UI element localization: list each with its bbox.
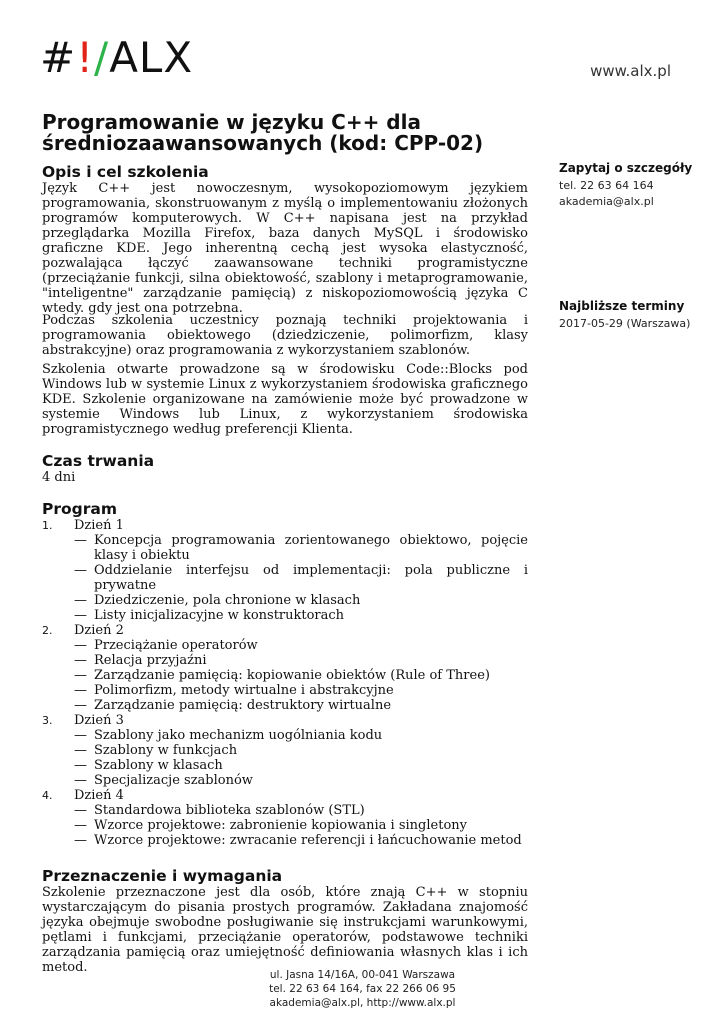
- section-heading-przeznaczenie: Przeznaczenie i wymagania: [42, 867, 283, 885]
- topic-item: — Koncepcja programowania zorientowanego obiektowo, pojęcie klasy i obiektu: [74, 533, 528, 563]
- topic-item: — Zarządzanie pamięcią: destruktory wirtualne: [74, 698, 392, 713]
- logo-hash: #: [40, 33, 77, 82]
- topic-item: — Szablony w funkcjach: [74, 743, 238, 758]
- contact-heading: Zapytaj o szczegóły: [559, 161, 693, 175]
- terms-box: [559, 298, 709, 332]
- day-topic-list: [74, 533, 528, 623]
- section-czas: [42, 453, 528, 485]
- logo-brand: ALX: [109, 33, 194, 82]
- program-day: [42, 713, 528, 788]
- page-title: Programowanie w języku C++ dla średniozaawansowanych (kod: CPP-02): [42, 110, 484, 155]
- topic-item: — Polimorfizm, metody wirtualne i abstrakcyjne: [74, 683, 394, 698]
- opis-paragraph-3: Szkolenia otwarte prowadzone są w środowisku Code::Blocks pod Windows lub w systemie Linux z wykorzystaniem środowiska graficznego KDE. Szkolenie organizowane na zamówienie może być prowadzone w systemie Windows lub Linux, z wykorzystaniem środowiska programistycznego według preferencji Klienta.: [42, 362, 528, 437]
- program-day-list: [42, 518, 528, 848]
- site-url-link[interactable]: www.alx.pl: [590, 62, 671, 80]
- logo-slash: /: [94, 33, 110, 82]
- day-topic-list: [74, 728, 528, 788]
- day-number: 2.: [42, 624, 53, 637]
- day-label: Dzień 1: [74, 518, 124, 533]
- topic-item: — Wzorce projektowe: zwracanie referencji i łańcuchowanie metod: [74, 833, 522, 848]
- page-footer: [0, 968, 725, 1010]
- program-day: [42, 623, 528, 713]
- terms-heading: Najbliższe terminy: [559, 299, 685, 313]
- topic-item: — Standardowa biblioteka szablonów (STL): [74, 803, 365, 818]
- logo-bang: !: [76, 33, 95, 82]
- topic-item: — Zarządzanie pamięcią: kopiowanie obiektów (Rule of Three): [74, 668, 490, 683]
- contact-phone[interactable]: tel. 22 63 64 164: [559, 179, 654, 192]
- program-day: [42, 518, 528, 623]
- contact-email[interactable]: akademia@alx.pl: [559, 195, 654, 208]
- czas-value: 4 dni: [42, 470, 76, 485]
- section-heading-opis: Opis i cel szkolenia: [42, 163, 209, 181]
- contact-box: [559, 160, 709, 210]
- day-number: 1.: [42, 519, 53, 532]
- topic-item: — Listy inicjalizacyjne w konstruktorach: [74, 608, 345, 623]
- section-heading-czas: Czas trwania: [42, 452, 155, 470]
- topic-item: — Specjalizacje szablonów: [74, 773, 253, 788]
- topic-item: — Przeciążanie operatorów: [74, 638, 258, 653]
- topic-item: — Relacja przyjaźni: [74, 653, 207, 668]
- footer-address: ul. Jasna 14/16A, 00-041 Warszawa: [269, 969, 456, 981]
- section-opis: [42, 164, 528, 437]
- footer-links[interactable]: akademia@alx.pl, http://www.alx.pl: [269, 997, 456, 1009]
- day-number: 4.: [42, 789, 53, 802]
- day-label: Dzień 4: [74, 788, 124, 803]
- day-label: Dzień 3: [74, 713, 124, 728]
- day-label: Dzień 2: [74, 623, 124, 638]
- program-day: [42, 788, 528, 848]
- terms-date[interactable]: 2017-05-29 (Warszawa): [559, 317, 691, 330]
- day-number: 3.: [42, 714, 53, 727]
- section-przeznaczenie: [42, 868, 528, 975]
- topic-item: — Szablony jako mechanizm uogólniania kodu: [74, 728, 383, 743]
- footer-phones: tel. 22 63 64 164, fax 22 266 06 95: [269, 983, 456, 995]
- opis-paragraph-2: Podczas szkolenia uczestnicy poznają techniki projektowania i programowania obiektowego (dziedziczenie, polimorfizm, klasy abstrakcyjne) oraz programowania z wykorzystaniem szablonów.: [42, 313, 528, 358]
- topic-item: — Wzorce projektowe: zabronienie kopiowania i singletony: [74, 818, 467, 833]
- opis-paragraph-1: Język C++ jest nowoczesnym, wysokopoziomowym językiem programowania, skonstruowanym z myślą o implementowaniu złożonych programów komputerowych. W C++ napisana jest na przykład przeglądarka Mozilla Firefox, baza danych MySQL i środowisko graficzne KDE. Jego inherentną cechą jest wysoka elastyczność, pozwalająca łączyć zaawansowane techniki programistyczne (przeciążanie funkcji, silna obiektowość, szablony i metaprogramowanie, "inteligentne" zarządzanie pamięcią) z niskopoziomowością języka C wtedy. gdy jest ona potrzebna.: [42, 181, 528, 316]
- topic-item: — Dziedziczenie, pola chronione w klasach: [74, 593, 361, 608]
- przeznaczenie-text: Szkolenie przeznaczone jest dla osób, które znają C++ w stopniu wystarczającym do pisania prostych programów. Zakładana znajomość języka obejmuje swobodne posługiwanie się instrukcjami warunkowymi, pętlami i funkcjami, przeciążanie operatorów, podstawowe techniki zarządzania pamięcią oraz umiejętność definiowania własnych klas i ich metod.: [42, 885, 528, 975]
- day-topic-list: [74, 638, 528, 713]
- day-topic-list: [74, 803, 528, 848]
- alx-logo[interactable]: [40, 33, 194, 82]
- section-heading-program: Program: [42, 500, 118, 518]
- sidebar: [559, 160, 709, 332]
- topic-item: — Szablony w klasach: [74, 758, 223, 773]
- topic-item: — Oddzielanie interfejsu od implementacji: pola publiczne i prywatne: [74, 563, 528, 593]
- main-content: [42, 164, 528, 975]
- section-program: [42, 501, 528, 848]
